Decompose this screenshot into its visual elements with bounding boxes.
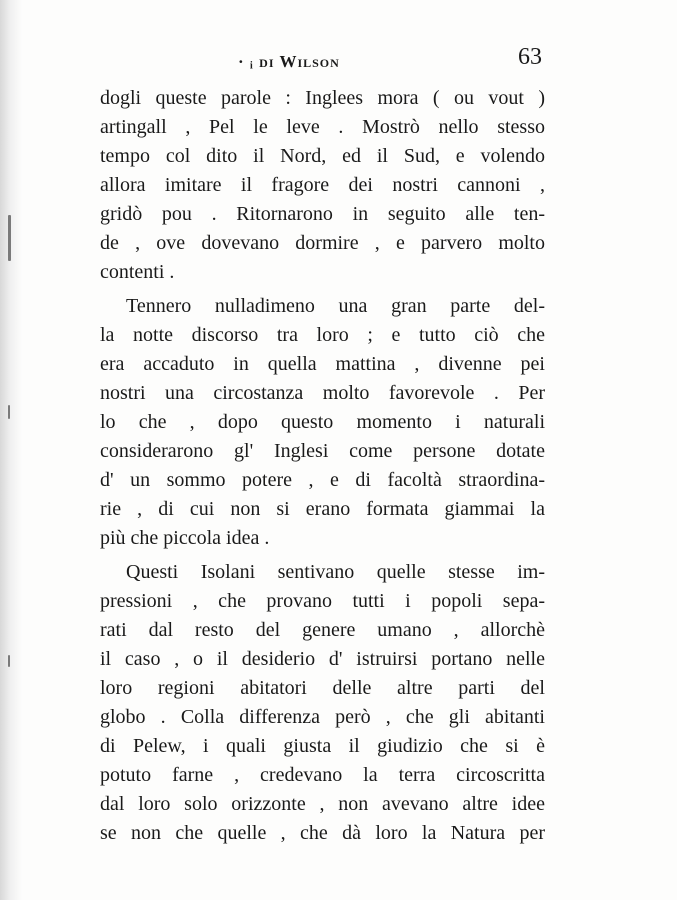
gutter-mark: [8, 215, 11, 261]
text-line: rie , di cui non si erano formata giammai la: [100, 498, 545, 520]
text-line: potuto farne , credevano la terra circoscritta: [100, 764, 545, 786]
running-head: · ᵢ di Wilson: [238, 52, 340, 71]
text-line: la notte discorso tra loro ; e tutto ciò che: [100, 324, 545, 346]
text-line: lo che , dopo questo momento i naturali: [100, 411, 545, 433]
body-text: [100, 84, 545, 848]
text-line: il caso , o il desiderio d' istruirsi portano nelle: [100, 648, 545, 670]
gutter-mark: [8, 405, 10, 419]
text-line: pressioni , che provano tutti i popoli sepa-: [100, 590, 545, 612]
text-line: Tennero nulladimeno una gran parte del-: [126, 295, 545, 317]
text-line: contenti .: [100, 261, 175, 283]
text-line: considerarono gl' Inglesi come persone dotate: [100, 440, 545, 462]
text-line: Questi Isolani sentivano quelle stesse im-: [126, 561, 545, 583]
text-line: loro regioni abitatori delle altre parti del: [100, 677, 545, 699]
text-line: gridò pou . Ritornarono in seguito alle ten-: [100, 203, 545, 225]
gutter-mark: [8, 655, 10, 667]
text-line: più che piccola idea .: [100, 527, 270, 549]
text-line: artingall , Pel le leve . Mostrò nello stesso: [100, 116, 545, 138]
paragraph: [100, 292, 545, 553]
page-gutter: [0, 0, 22, 900]
text-line: dogli queste parole : Inglees mora ( ou vout ): [100, 87, 545, 109]
text-line: nostri una circostanza molto favorevole . Per: [100, 382, 545, 404]
text-line: era accaduto in quella mattina , divenne pei: [100, 353, 545, 375]
text-line: d' un sommo potere , e di facoltà straordina-: [100, 469, 545, 491]
text-line: allora imitare il fragore dei nostri cannoni ,: [100, 174, 545, 196]
text-line: dal loro solo orizzonte , non avevano altre idee: [100, 793, 545, 815]
text-line: tempo col dito il Nord, ed il Sud, e volendo: [100, 145, 545, 167]
text-line: se non che quelle , che dà loro la Natura per: [100, 822, 545, 844]
page-header: [100, 44, 542, 78]
text-line: rati dal resto del genere umano , allorchè: [100, 619, 545, 641]
paragraph: [100, 558, 545, 848]
paragraph: [100, 84, 545, 287]
text-line: de , ove dovevano dormire , e parvero molto: [100, 232, 545, 254]
text-line: di Pelew, i quali giusta il giudizio che si è: [100, 735, 545, 757]
text-line: globo . Colla differenza però , che gli abitanti: [100, 706, 545, 728]
page-number: 63: [518, 44, 542, 70]
